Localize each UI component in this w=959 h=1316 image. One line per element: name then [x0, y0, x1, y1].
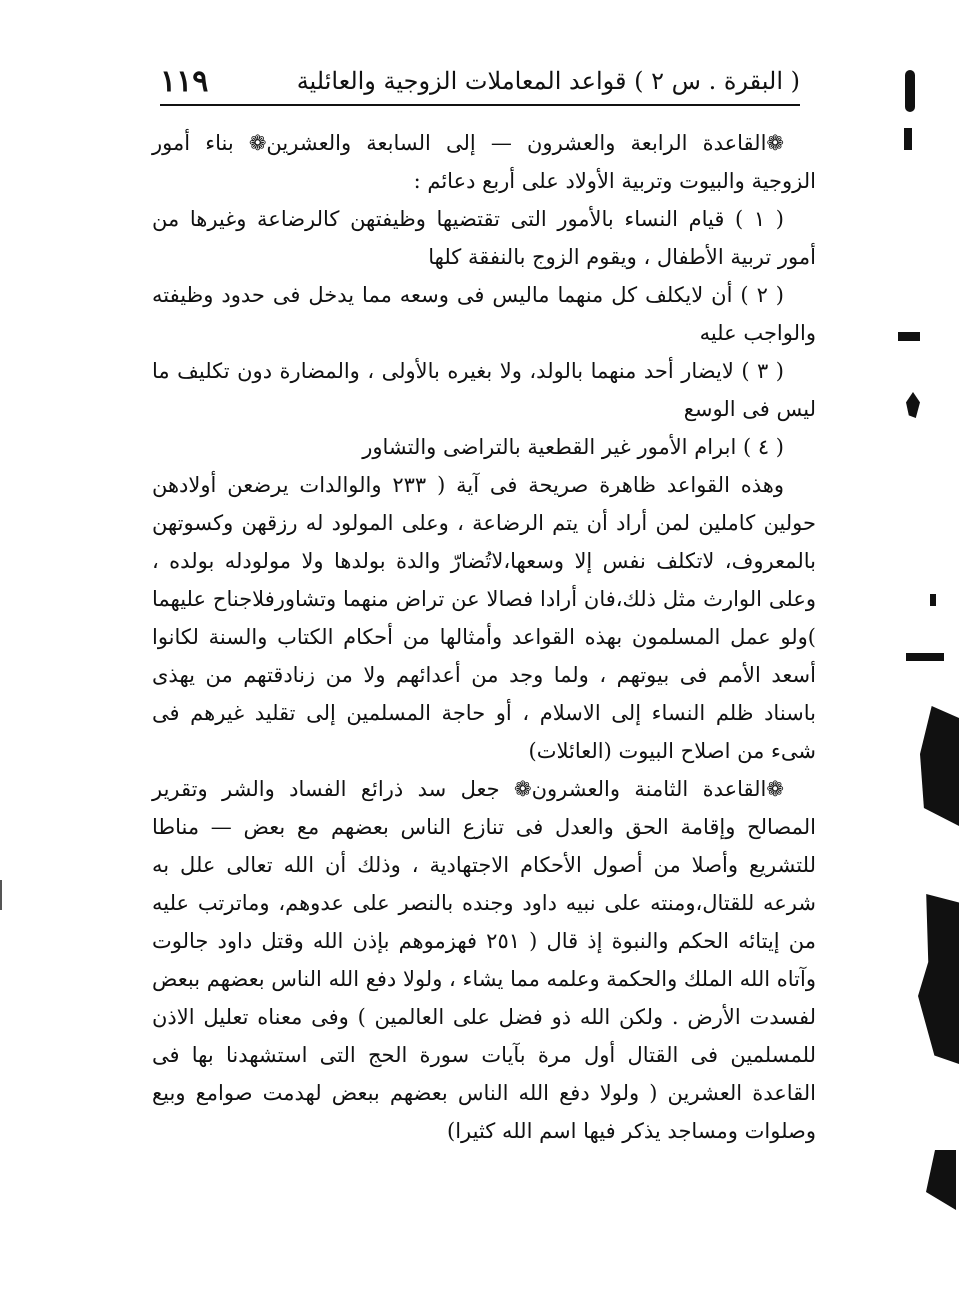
margin-mark: [920, 706, 959, 826]
paragraph-rule-28: ❁القاعدة الثامنة والعشرون❁ جعل سد ذرائع الفساد والشر وتقرير المصالح وإقامة الحق والعدل فى تنازع الناس بعضهم مع بعض — مناطا للتشريع وأصلا من أصول الأحكام الاجتهادية ، وذلك أن الله تعالى علل به شرعه للقتال،ومنته على نبيه داود وجنده بالنصر على عدوهم، وماترتب عليه من إيتائه الحكم والنبوة إذ قال ( ٢٥١ فهزموهم بإذن الله وقتل داود جالوت وآتاه الله الملك والحكمة وعلمه مما يشاء ، ولولا دفع الله الناس بعضهم ببعض لفسدت الأرض . ولكن الله ذو فضل على العالمين ) وفى معناه تعليل الاذن للمسلمين فى القتال أول مرة بآيات سورة الحج التى استشهدنا بها فى القاعدة العشرين ( ولولا دفع الله الناس بعضهم ببعض لهدمت صوامع وبيع وصلوات ومساجد يذكر فيها اسم الله كثيرا): [152, 777, 816, 1143]
edge-line: [0, 880, 2, 910]
paragraph-item-1: ( ١ ) قيام النساء بالأمور التى تقتضيها وظيفتهن كالرضاعة وغيرها من أمور تربية الأطفال ، ويقوم الزوج بالنفقة كلها: [152, 207, 816, 269]
margin-mark: [904, 128, 912, 150]
margin-mark: [930, 594, 936, 606]
margin-mark: [906, 653, 944, 661]
paragraph-item-3: ( ٣ ) لايضار أحد منهما بالولد، ولا بغيره بالأولى ، والمضارة دون تكليف ما ليس فى الوسع: [152, 359, 816, 421]
margin-mark: [898, 332, 920, 341]
paragraph-rules-24-27: ❁القاعدة الرابعة والعشرون — إلى السابعة والعشرين❁ بناء أمور الزوجية والبيوت وتربية الأولاد على أربع دعائم :: [152, 131, 816, 193]
running-title: ( البقرة . س ٢ ) قواعد المعاملات الزوجية والعائلية: [296, 67, 800, 95]
paragraph-verse-233: وهذه القواعد ظاهرة صريحة فى آية ( ٢٣٣ والوالدات يرضعن أولادهن حولين كاملين لمن أراد أن يتم الرضاعة ، وعلى المولود له رزقهن وكسوتهن بالمعروف، لاتكلف نفس إلا وسعها،لاتُضارّ والدة بولدها ولا مولودله بولده ، وعلى الوارث مثل ذلك،فان أرادا فصالا عن تراض منهما وتشاورفلاجناح عليهما )ولو عمل المسلمون بهذه القواعد وأمثالها من أحكام الكتاب والسنة لكانوا أسعد الأمم فى بيوتهم ، ولما وجد من أعدائهم ولا من زنادقتهم من يهذى باسناد ظلم النساء إلى الاسلام ، أو حاجة المسلمين إلى تقليد غيرهم فى شىء من اصلاح البيوت (العائلات): [152, 473, 817, 763]
page-number: ١١٩: [160, 63, 209, 99]
page-body: [152, 124, 816, 1150]
margin-mark: [918, 894, 959, 1064]
paragraph-item-2: ( ٢ ) أن لايكلف كل منهما ماليس فى وسعه مما يدخل فى حدود وظيفته والواجب عليه: [152, 283, 816, 345]
margin-mark: [926, 1150, 956, 1210]
paragraph-item-4: ( ٤ ) ابرام الأمور غير القطعية بالتراضى والتشاور: [362, 435, 784, 459]
margin-mark: [905, 70, 915, 112]
margin-mark: [906, 392, 920, 418]
page-header: [160, 58, 800, 106]
